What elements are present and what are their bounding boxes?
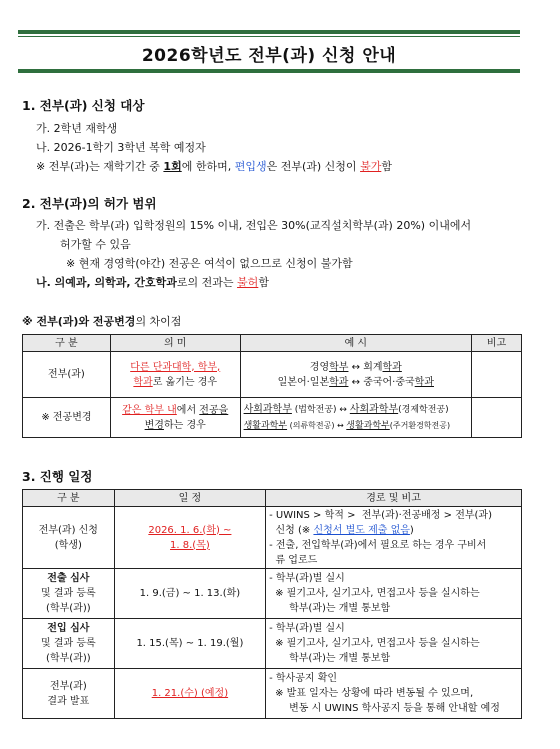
notes-text: 신청 (※ (269, 524, 314, 536)
table-row (23, 398, 522, 438)
row-label: 전부(과) (23, 352, 111, 398)
ex-underline: 학과 (414, 376, 434, 388)
notes-cell (266, 619, 522, 669)
notes-cell (266, 569, 522, 619)
ex-underline: 생활과학부 (243, 420, 288, 431)
meaning-same-dept: 같은 학부 내 (122, 404, 177, 416)
page-title: 2026학년도 전부(과) 신청 안내 (141, 46, 397, 66)
na-text: 로의 전과는 (176, 276, 238, 289)
schedule-table (22, 489, 522, 719)
label-line: 및 결과 등록 (41, 638, 96, 649)
notes-line: - 학사공지 확인 (269, 673, 338, 684)
note-not-allowed: 불가 (360, 160, 382, 173)
col-header: 구 분 (23, 490, 115, 507)
date-line: 2026. 1. 6.(화) ~ (148, 524, 232, 536)
ex-text: ↔ 회계 (348, 361, 383, 373)
ex-underline: 학부 (329, 361, 349, 373)
meaning-text: 로 옮기는 경우 (152, 376, 218, 388)
ex-text: (법학전공) ↔ (291, 404, 350, 415)
section-2-ga-note: ※ 현재 경영학(야간) 전공은 여석이 없으므로 신청이 불가함 (66, 257, 353, 270)
label-line: 전부(과) (49, 680, 87, 692)
section-1-item-ga: 가. 2학년 재학생 (36, 122, 118, 135)
meaning-change: 변경 (144, 419, 164, 431)
ex-text: (주거환경학전공) (389, 420, 451, 430)
meaning-line (114, 403, 237, 418)
table-row (23, 619, 522, 669)
label-line: 전출 심사 (47, 573, 90, 584)
table-header-row (23, 490, 522, 507)
meaning-line (114, 418, 237, 433)
date-cell: 1. 21.(수) (예정) (114, 669, 265, 719)
section-1-item-na: 나. 2026-1학기 3학년 복학 예정자 (36, 141, 206, 154)
ex-underline: 학과 (382, 361, 402, 373)
difference-heading (22, 313, 181, 329)
row-label: ※ 전공변경 (23, 398, 111, 438)
label-line: (학생) (54, 539, 82, 551)
diff-head-major-change: 전공변경 (92, 315, 136, 328)
label-line: 전입 심사 (47, 623, 90, 634)
ex-text: 일본어·일본 (277, 376, 330, 388)
date-line: 1. 8.(목) (170, 539, 210, 551)
notes-line (269, 523, 518, 538)
example-line (244, 360, 468, 375)
row-label (23, 619, 115, 669)
meaning-dept: 학과 (133, 376, 153, 388)
table-row (23, 352, 522, 398)
example-cell (240, 398, 471, 438)
ex-underline: 생활과학부 (346, 420, 390, 431)
section-2-heading: 2. 전부(과)의 허가 범위 (22, 196, 157, 211)
notes-cell (266, 669, 522, 719)
notes-line: 류 업로드 (269, 554, 318, 566)
col-header: 구 분 (23, 335, 111, 352)
row-label (23, 669, 115, 719)
date-cell: 1. 15.(목) ~ 1. 19.(월) (114, 619, 265, 669)
title-rule-bottom (18, 69, 520, 73)
example-line (244, 402, 468, 418)
col-header: 의 미 (110, 335, 240, 352)
table-row (23, 669, 522, 719)
meaning-major: 전공을 (199, 404, 229, 416)
note-text: ※ 전부(과)는 재학기간 중 (36, 160, 164, 173)
section-3-heading: 3. 진행 일정 (22, 469, 93, 484)
note-once: 1회 (163, 160, 182, 173)
label-line: (학부(과)) (46, 603, 91, 614)
label-line: (학부(과)) (46, 653, 91, 664)
date-cell: 1. 9.(금) ~ 1. 13.(화) (114, 569, 265, 619)
notes-line: - 학부(과)별 실시 (269, 623, 345, 634)
label-line: 결과 발표 (47, 695, 90, 707)
meaning-text: 하는 경우 (163, 419, 206, 431)
example-cell (240, 352, 471, 398)
note-cell (472, 352, 522, 398)
ex-text: (경제학전공) (398, 404, 449, 415)
label-line: 및 결과 등록 (41, 588, 96, 599)
na-text: 함 (258, 276, 269, 289)
ex-text: 경영 (309, 361, 330, 373)
meaning-line (114, 375, 237, 390)
row-label (23, 507, 115, 569)
note-text: 은 전부(과) 신청이 (266, 160, 361, 173)
ex-text: (의류학전공) ↔ (287, 420, 347, 430)
section-2-item-na (36, 274, 269, 290)
note-transfer-student: 편입생 (234, 160, 267, 173)
medical-majors: 나. 의예과, 의학과, 간호학과 (36, 276, 177, 289)
notes-line: - 전출, 전입학부(과)에서 필요로 하는 경우 구비서 (269, 539, 487, 551)
section-2-item-ga-cont: 허가할 수 있음 (60, 238, 131, 251)
col-header: 비고 (472, 335, 522, 352)
table-row (23, 569, 522, 619)
notes-line: 변동 시 UWINS 학사공지 등을 통해 안내할 예정 (289, 703, 500, 714)
example-line (244, 418, 468, 434)
no-separate-form: 신청서 별도 제출 없음 (313, 524, 410, 536)
meaning-cell (110, 352, 240, 398)
diff-head-text: 의 차이점 (135, 315, 182, 328)
notes-line: ※ 필기고사, 실기고사, 면접고사 등을 실시하는 (275, 638, 480, 649)
note-text: 함 (381, 160, 392, 173)
notes-line: ※ 필기고사, 실기고사, 면접고사 등을 실시하는 (275, 588, 480, 599)
row-label (23, 569, 115, 619)
diff-head-text: ※ 전부(과)와 (22, 315, 93, 328)
notes-line: - UWINS > 학적 > 전부(과)·전공배정 > 전부(과) (269, 509, 492, 521)
title-rule-top (18, 30, 520, 34)
meaning-text: 에서 (176, 404, 200, 416)
title-banner (18, 30, 520, 73)
meaning-cell (110, 398, 240, 438)
col-header: 예 시 (240, 335, 471, 352)
ex-underline: 사회과학부 (243, 403, 292, 415)
date-cell (114, 507, 265, 569)
col-header: 경로 및 비고 (266, 490, 522, 507)
ex-text: ↔ 중국어·중국 (348, 376, 415, 388)
section-1-note (36, 158, 392, 174)
notes-cell (266, 507, 522, 569)
notes-line: ※ 발표 일자는 상황에 따라 변동될 수 있으며, (275, 688, 474, 699)
difference-table (22, 334, 522, 438)
ex-underline: 사회과학부 (349, 403, 399, 415)
notes-line: 학부(과)는 개별 통보함 (289, 653, 391, 664)
table-header-row (23, 335, 522, 352)
label-line: 전부(과) 신청 (38, 524, 98, 536)
notes-line: - 학부(과)별 실시 (269, 573, 345, 584)
table-row (23, 507, 522, 569)
note-cell (472, 398, 522, 438)
ex-underline: 학과 (329, 376, 349, 388)
meaning-line: 다른 단과대학, 학부, (130, 361, 221, 373)
section-1-heading: 1. 전부(과) 신청 대상 (22, 98, 145, 113)
note-text: 에 한하며, (181, 160, 235, 173)
not-permitted: 불허 (237, 276, 259, 289)
section-2-item-ga: 가. 전출은 학부(과) 입학정원의 15% 이내, 전입은 30%(교직설치학부(과) 20%) 이내에서 (36, 219, 472, 232)
notes-line: 학부(과)는 개별 통보함 (289, 603, 391, 614)
col-header: 일 정 (114, 490, 265, 507)
notes-text: ) (409, 524, 414, 536)
example-line (244, 375, 468, 390)
